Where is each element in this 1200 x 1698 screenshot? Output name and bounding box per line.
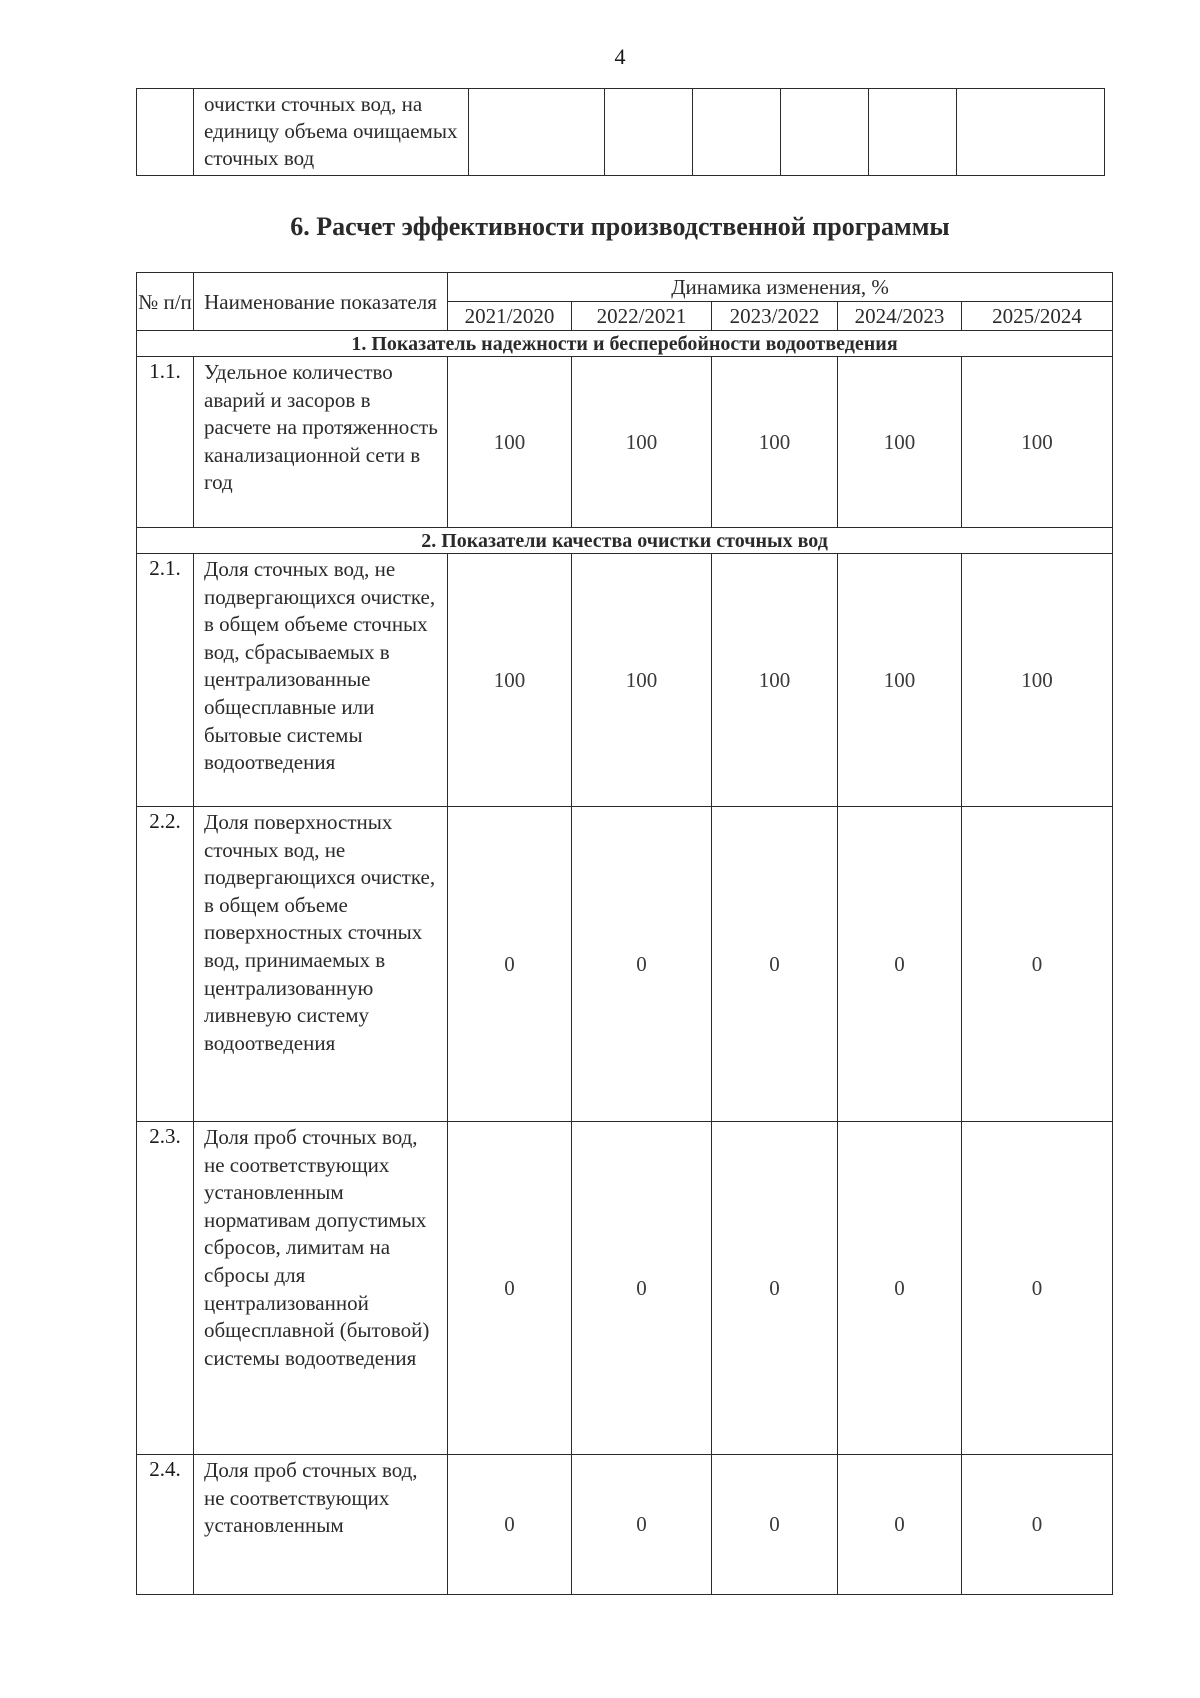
- row-name: Доля проб сточных вод, не соответствующих установленным: [194, 1455, 448, 1595]
- row-value: 0: [712, 1455, 838, 1595]
- row-value: 0: [572, 807, 712, 1122]
- row-value: 0: [448, 807, 572, 1122]
- table-cell: [957, 89, 1105, 176]
- table-row: [137, 1455, 1113, 1595]
- row-name: Доля проб сточных вод, не соответствующих установленным нормативам допустимых сбросов, лимитам на сбросы для централизованной общесплавной (бытовой) системы водоотведения: [194, 1122, 448, 1455]
- header-dynamics: Динамика изменения, %: [448, 273, 1113, 302]
- table-cell: [869, 89, 957, 176]
- row-value: 100: [448, 357, 572, 528]
- row-name: Доля поверхностных сточных вод, не подвергающихся очистке, в общем объеме поверхностных сточных вод, принимаемых в централизованную ливневую систему водоотведения: [194, 807, 448, 1122]
- group-row: [137, 528, 1113, 554]
- row-number: 2.2.: [137, 807, 194, 1122]
- row-value: 100: [962, 357, 1113, 528]
- table-cell: [469, 89, 605, 176]
- page-number: 4: [614, 44, 626, 69]
- row-value: 0: [838, 807, 962, 1122]
- indicator-name-cell: очистки сточных вод, на единицу объема очищаемых сточных вод: [194, 89, 469, 176]
- row-value: 0: [838, 1455, 962, 1595]
- table-cell: [137, 89, 194, 176]
- efficiency-table: [136, 272, 1113, 1595]
- group-title: 2. Показатели качества очистки сточных вод: [137, 528, 1113, 554]
- table-row: [137, 554, 1113, 807]
- row-value: 0: [448, 1122, 572, 1455]
- table-row: [137, 807, 1113, 1122]
- header-period: 2022/2021: [572, 302, 712, 331]
- continued-table: [136, 88, 1105, 176]
- row-number: 1.1.: [137, 357, 194, 528]
- row-value: 0: [572, 1122, 712, 1455]
- section-title: 6. Расчет эффективности производственной программы: [290, 212, 950, 241]
- header-row: [137, 273, 1113, 302]
- table-row: [137, 1122, 1113, 1455]
- row-value: 0: [712, 1122, 838, 1455]
- group-title: 1. Показатель надежности и бесперебойности водоотведения: [137, 331, 1113, 357]
- row-value: 0: [962, 807, 1113, 1122]
- header-name: Наименование показателя: [194, 273, 448, 331]
- header-period: 2025/2024: [962, 302, 1113, 331]
- row-value: 100: [572, 554, 712, 807]
- row-value: 0: [962, 1455, 1113, 1595]
- row-value: 0: [448, 1455, 572, 1595]
- row-value: 100: [448, 554, 572, 807]
- header-period: 2024/2023: [838, 302, 962, 331]
- row-value: 100: [712, 357, 838, 528]
- header-period: 2021/2020: [448, 302, 572, 331]
- table-cell: [605, 89, 693, 176]
- row-number: 2.1.: [137, 554, 194, 807]
- header-period: 2023/2022: [712, 302, 838, 331]
- row-value: 100: [962, 554, 1113, 807]
- group-row: [137, 331, 1113, 357]
- table-cell: [693, 89, 781, 176]
- row-number: 2.3.: [137, 1122, 194, 1455]
- row-number: 2.4.: [137, 1455, 194, 1595]
- table-row: [137, 357, 1113, 528]
- row-value: 100: [838, 554, 962, 807]
- row-value: 0: [712, 807, 838, 1122]
- header-num: № п/п: [137, 273, 194, 331]
- row-name: Доля сточных вод, не подвергающихся очистке, в общем объеме сточных вод, сбрасываемых в централизованные общесплавные или бытовые системы водоотведения: [194, 554, 448, 807]
- table-cell: [781, 89, 869, 176]
- row-value: 0: [572, 1455, 712, 1595]
- row-value: 0: [962, 1122, 1113, 1455]
- row-name: Удельное количество аварий и засоров в расчете на протяженность канализационной сети в год: [194, 357, 448, 528]
- row-value: 100: [712, 554, 838, 807]
- row-value: 100: [572, 357, 712, 528]
- row-value: 100: [838, 357, 962, 528]
- table-row: [137, 89, 1105, 176]
- row-value: 0: [838, 1122, 962, 1455]
